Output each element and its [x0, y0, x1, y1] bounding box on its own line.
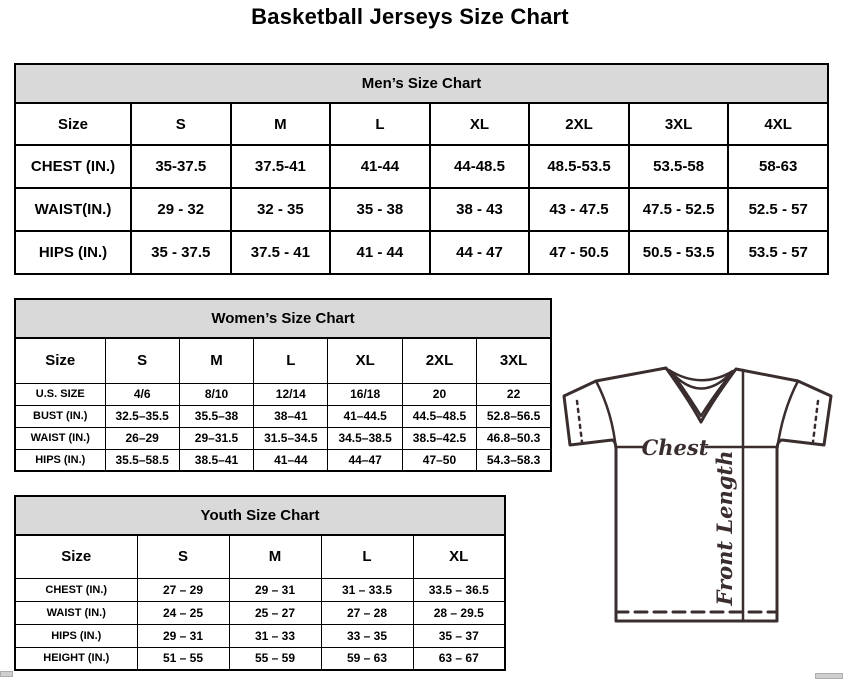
mens-cell: 37.5 - 41: [231, 231, 331, 274]
womens-data-row-3: [15, 449, 551, 471]
mens-cell: 48.5-53.5: [529, 145, 629, 188]
womens-cell: 16/18: [328, 383, 402, 405]
mens-cell: 47 - 50.5: [529, 231, 629, 274]
mens-col-header-2XL: 2XL: [529, 103, 629, 145]
mens-cell: 58-63: [728, 145, 828, 188]
youth-row-label: HIPS (IN.): [15, 624, 137, 647]
womens-table-title: Women’s Size Chart: [15, 299, 551, 338]
youth-cell: 27 – 29: [137, 578, 229, 601]
mens-header-row: [15, 103, 828, 145]
womens-col-header-M: M: [179, 338, 253, 383]
mens-row-label: CHEST (IN.): [15, 145, 131, 188]
womens-cell: 35.5–58.5: [105, 449, 179, 471]
mens-cell: 35-37.5: [131, 145, 231, 188]
womens-data-row-0: [15, 383, 551, 405]
womens-cell: 31.5–34.5: [254, 427, 328, 449]
youth-col-header-XL: XL: [413, 535, 505, 578]
mens-col-header-4XL: 4XL: [728, 103, 828, 145]
womens-cell: 22: [477, 383, 551, 405]
womens-col-header-XL: XL: [328, 338, 402, 383]
youth-cell: 59 – 63: [321, 647, 413, 670]
mens-cell: 44-48.5: [430, 145, 530, 188]
womens-row-label: BUST (IN.): [15, 405, 105, 427]
youth-cell: 24 – 25: [137, 601, 229, 624]
womens-row-label: HIPS (IN.): [15, 449, 105, 471]
chest-label: Chest: [641, 435, 709, 460]
womens-cell: 52.8–56.5: [477, 405, 551, 427]
mens-size-label: Size: [15, 103, 131, 145]
womens-row-label: U.S. SIZE: [15, 383, 105, 405]
mens-row-label: WAIST(IN.): [15, 188, 131, 231]
womens-header-row: [15, 338, 551, 383]
youth-title-row: [15, 496, 505, 535]
youth-header-row: [15, 535, 505, 578]
youth-data-row-0: [15, 578, 505, 601]
youth-size-chart-table: [14, 495, 506, 671]
page-title: Basketball Jerseys Size Chart: [251, 4, 569, 29]
mens-data-row-0: [15, 145, 828, 188]
youth-cell: 27 – 28: [321, 601, 413, 624]
womens-cell: 29–31.5: [179, 427, 253, 449]
youth-row-label: WAIST (IN.): [15, 601, 137, 624]
youth-cell: 33 – 35: [321, 624, 413, 647]
mens-title-row: [15, 64, 828, 103]
youth-row-label: CHEST (IN.): [15, 578, 137, 601]
youth-data-row-1: [15, 601, 505, 624]
youth-table-title: Youth Size Chart: [15, 496, 505, 535]
womens-cell: 46.8–50.3: [477, 427, 551, 449]
jersey-diagram-svg: [556, 356, 843, 628]
womens-data-row-1: [15, 405, 551, 427]
mens-col-header-L: L: [330, 103, 430, 145]
womens-title-row: [15, 299, 551, 338]
youth-cell: 28 – 29.5: [413, 601, 505, 624]
mens-col-header-XL: XL: [430, 103, 530, 145]
mens-col-header-S: S: [131, 103, 231, 145]
mens-cell: 29 - 32: [131, 188, 231, 231]
womens-cell: 8/10: [179, 383, 253, 405]
womens-cell: 54.3–58.3: [477, 449, 551, 471]
jersey-measurement-diagram: [556, 356, 843, 628]
mens-col-header-M: M: [231, 103, 331, 145]
womens-cell: 32.5–35.5: [105, 405, 179, 427]
mens-cell: 41-44: [330, 145, 430, 188]
youth-size-label: Size: [15, 535, 137, 578]
womens-cell: 38–41: [254, 405, 328, 427]
womens-cell: 12/14: [254, 383, 328, 405]
youth-cell: 63 – 67: [413, 647, 505, 670]
front-length-label: Front Length: [712, 450, 737, 606]
left-sleeve-stitch: [577, 401, 582, 442]
womens-cell: 35.5–38: [179, 405, 253, 427]
womens-col-header-S: S: [105, 338, 179, 383]
womens-data-row-2: [15, 427, 551, 449]
youth-cell: 25 – 27: [229, 601, 321, 624]
mens-cell: 41 - 44: [330, 231, 430, 274]
youth-cell: 35 – 37: [413, 624, 505, 647]
womens-cell: 26–29: [105, 427, 179, 449]
mens-cell: 47.5 - 52.5: [629, 188, 729, 231]
womens-cell: 41–44.5: [328, 405, 402, 427]
mens-cell: 53.5 - 57: [728, 231, 828, 274]
youth-col-header-S: S: [137, 535, 229, 578]
mens-col-header-3XL: 3XL: [629, 103, 729, 145]
womens-size-label: Size: [15, 338, 105, 383]
jersey-outline: [564, 368, 831, 621]
womens-cell: 47–50: [402, 449, 476, 471]
mens-cell: 32 - 35: [231, 188, 331, 231]
womens-row-label: WAIST (IN.): [15, 427, 105, 449]
youth-cell: 33.5 – 36.5: [413, 578, 505, 601]
youth-cell: 51 – 55: [137, 647, 229, 670]
right-sleeve-stitch: [813, 401, 818, 442]
youth-row-label: HEIGHT (IN.): [15, 647, 137, 670]
mens-cell: 50.5 - 53.5: [629, 231, 729, 274]
youth-cell: 55 – 59: [229, 647, 321, 670]
mens-cell: 37.5-41: [231, 145, 331, 188]
mens-table-title: Men’s Size Chart: [15, 64, 828, 103]
mens-cell: 35 - 38: [330, 188, 430, 231]
womens-cell: 41–44: [254, 449, 328, 471]
youth-cell: 29 – 31: [137, 624, 229, 647]
womens-cell: 44–47: [328, 449, 402, 471]
womens-col-header-L: L: [254, 338, 328, 383]
mens-cell: 35 - 37.5: [131, 231, 231, 274]
mens-data-row-2: [15, 231, 828, 274]
womens-col-header-3XL: 3XL: [477, 338, 551, 383]
youth-cell: 29 – 31: [229, 578, 321, 601]
mens-size-chart-table: [14, 63, 829, 275]
womens-cell: 20: [402, 383, 476, 405]
mens-row-label: HIPS (IN.): [15, 231, 131, 274]
youth-col-header-L: L: [321, 535, 413, 578]
mens-cell: 38 - 43: [430, 188, 530, 231]
youth-cell: 31 – 33.5: [321, 578, 413, 601]
womens-col-header-2XL: 2XL: [402, 338, 476, 383]
youth-cell: 31 – 33: [229, 624, 321, 647]
youth-data-row-3: [15, 647, 505, 670]
womens-cell: 34.5–38.5: [328, 427, 402, 449]
mens-cell: 52.5 - 57: [728, 188, 828, 231]
womens-size-chart-table: [14, 298, 552, 472]
scrollbar-fragment-right[interactable]: [815, 673, 843, 679]
womens-cell: 4/6: [105, 383, 179, 405]
scrollbar-fragment-left[interactable]: [0, 671, 13, 677]
womens-cell: 38.5–41: [179, 449, 253, 471]
mens-cell: 44 - 47: [430, 231, 530, 274]
youth-data-row-2: [15, 624, 505, 647]
womens-cell: 44.5–48.5: [402, 405, 476, 427]
youth-col-header-M: M: [229, 535, 321, 578]
womens-cell: 38.5–42.5: [402, 427, 476, 449]
mens-cell: 43 - 47.5: [529, 188, 629, 231]
mens-cell: 53.5-58: [629, 145, 729, 188]
mens-data-row-1: [15, 188, 828, 231]
